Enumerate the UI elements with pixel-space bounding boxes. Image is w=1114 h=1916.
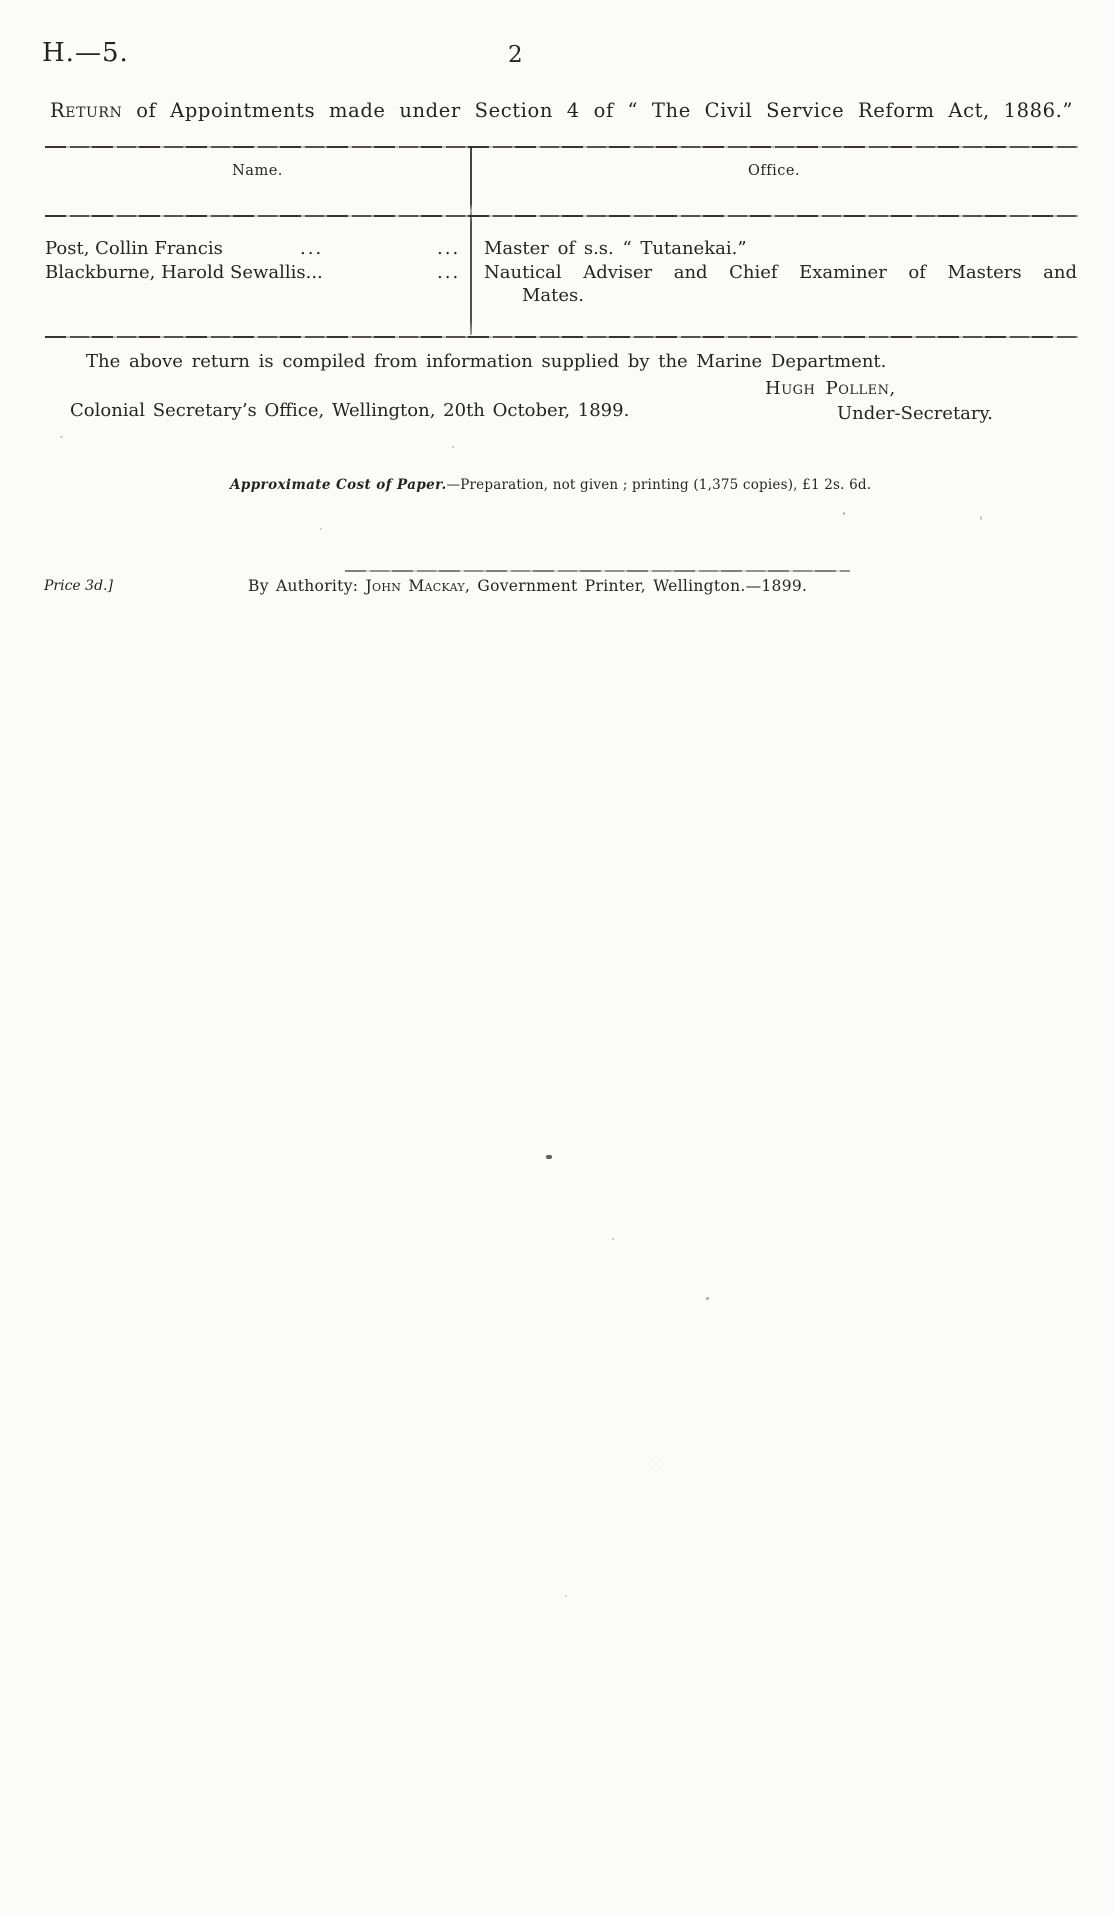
scan-speck [843,512,845,515]
scan-speck [655,1463,657,1465]
table-office-column [484,237,1077,308]
table-column-divider [470,147,472,335]
signature-name: Hugh Pollen, [765,378,896,399]
imprint-prefix: By Authority: [248,577,366,595]
scan-speck [546,1155,552,1159]
table-header-rule [45,215,1078,217]
scan-speck [565,1595,567,1597]
leader-dots: ... [437,238,461,259]
signature-title: Under-Secretary. [837,403,994,424]
scan-speck [60,436,63,438]
return-title [45,99,1078,122]
table-row-office-continuation: Mates. [522,285,585,306]
cost-of-paper-note [230,477,871,493]
column-header-office: Office. [747,163,801,179]
scan-speck [452,446,454,448]
office-date-line: Colonial Secretary’s Office, Wellington, 20th October, 1899. [70,400,630,421]
scan-speck [706,1297,709,1300]
page-number: 2 [508,42,523,68]
footer-rule [345,570,850,572]
leader-dots: ... [300,238,324,259]
cost-note-lead: Approximate Cost of Paper. [230,477,447,493]
table-name-column [45,237,470,284]
table-row-office: Master of s.s. “ Tutanekai.” [484,238,747,259]
compilation-note: The above return is compiled from information supplied by the Marine Department. [86,351,887,372]
document-reference: H.—5. [42,38,129,68]
return-title-rest: of Appointments made under Section 4 of “ The Civil Service Reform Act, 1886.” [122,99,1074,122]
table-row-name: Post, Collin Francis ... ... [45,238,461,259]
table-bottom-rule [45,336,1078,338]
scan-speck [612,1238,614,1240]
printer-name: John Mackay [365,577,465,595]
scan-speck [320,528,322,530]
scan-speck [980,516,982,520]
price-label: Price 3d.] [44,578,113,594]
table-row-name: Blackburne, Harold Sewallis... ... [45,261,461,283]
table-top-rule [45,146,1078,148]
printer-imprint [248,577,807,595]
table-row-office: Nautical Adviser and Chief Examiner of Masters and [484,261,1077,283]
cost-note-rest: —Preparation, not given ; printing (1,375 copies), £1 2s. 6d. [446,477,872,493]
return-title-lead: Return [49,99,123,122]
leader-dots: ... [437,261,461,283]
column-header-name: Name. [232,163,283,179]
imprint-suffix: , Government Printer, Wellington.—1899. [464,577,808,595]
